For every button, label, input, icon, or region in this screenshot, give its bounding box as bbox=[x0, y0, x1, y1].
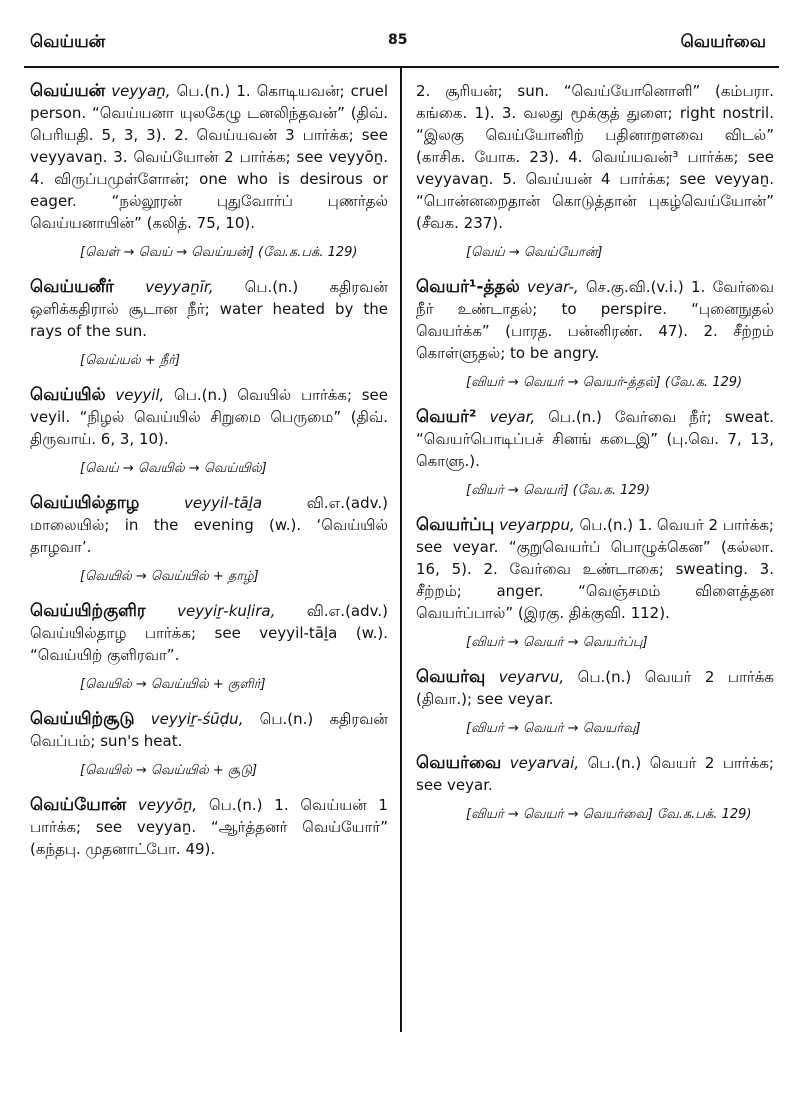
dictionary-entry bbox=[416, 514, 774, 624]
headword: வெயர்வை bbox=[416, 753, 502, 773]
headword: வெயர்ப்பு bbox=[416, 515, 495, 535]
dictionary-entry bbox=[30, 492, 388, 558]
headword: வெய்யிற்குளிர bbox=[30, 601, 146, 621]
definition: கதிரவன் வெப்பம்; sun's heat. bbox=[30, 710, 388, 750]
dictionary-entry bbox=[416, 276, 774, 364]
grammar-tag: பெ.(n.) bbox=[579, 516, 634, 534]
etymology: [வியர் → வெயர் → வெயர்வை] வே.க.பக். 129) bbox=[466, 807, 752, 822]
column-divider bbox=[400, 66, 402, 1032]
grammar-tag: வி.எ.(adv.) bbox=[306, 602, 388, 620]
left-column bbox=[30, 80, 388, 860]
grammar-tag: வி.எ.(adv.) bbox=[306, 494, 388, 512]
dictionary-entry bbox=[30, 276, 388, 342]
dictionary-entry bbox=[416, 406, 774, 472]
transliteration: veyar, bbox=[489, 408, 536, 426]
etymology: [வெய் → வெய்யோன்] bbox=[466, 245, 603, 260]
dictionary-entry bbox=[30, 600, 388, 666]
etymology: [வெயில் → வெய்யில் + சூடு] bbox=[80, 763, 258, 778]
dictionary-entry bbox=[30, 384, 388, 450]
guide-word-left: வெய்யன் bbox=[30, 32, 106, 52]
transliteration: veyar-, bbox=[527, 278, 579, 296]
headword: வெயர்வு bbox=[416, 667, 486, 687]
dictionary-entry bbox=[30, 708, 388, 752]
headword: வெயர்² bbox=[416, 407, 477, 427]
guide-word-right: வெயர்வை bbox=[680, 32, 766, 52]
transliteration: veyyiṟ-kuḷira, bbox=[177, 602, 276, 620]
page-header bbox=[0, 14, 800, 54]
headword: வெய்யன் bbox=[30, 81, 106, 101]
grammar-tag: பெ.(n.) bbox=[577, 668, 632, 686]
page-number: 85 bbox=[388, 32, 408, 48]
dictionary-entry bbox=[30, 80, 388, 234]
dictionary-entry bbox=[416, 666, 774, 710]
definition: மாலையில்; in the evening (w.). ‘வெய்யில் தாழவா’. bbox=[30, 516, 388, 556]
etymology: [வியர் → வெயர்] (வே.க. 129) bbox=[466, 483, 650, 498]
etymology: [வெய் → வெயில் → வெய்யில்] bbox=[80, 461, 267, 476]
dictionary-entry bbox=[30, 794, 388, 860]
etymology: [வெய்யல் + நீர்] bbox=[80, 353, 181, 368]
etymology: [வியர் → வெயர் → வெயர்-த்தல்] (வே.க. 129) bbox=[466, 375, 743, 390]
dictionary-entry bbox=[416, 752, 774, 796]
etymology: [வியர் → வெயர் → வெயர்ப்பு] bbox=[466, 635, 648, 650]
etymology: [வியர் → வெயர் → வெயர்வு] bbox=[466, 721, 641, 736]
definition: கதிரவன் ஒளிக்கதிரால் சூடான நீர்; water heated by the rays of the sun. bbox=[30, 278, 388, 340]
right-column bbox=[416, 80, 774, 838]
transliteration: veyarvai, bbox=[509, 754, 580, 772]
definition: வெயர் 2 பார்க்க; see veyar. bbox=[416, 754, 774, 794]
headword: வெய்யில்தாழ bbox=[30, 493, 140, 513]
headword: வெய்யிற்சூடு bbox=[30, 709, 135, 729]
transliteration: veyyaṉīr, bbox=[145, 278, 214, 296]
headword: வெயர்¹-த்தல் bbox=[416, 277, 520, 297]
transliteration: veyyōṉ, bbox=[137, 796, 198, 814]
definition: 2. சூரியன்; sun. “வெய்யோனொளி” (கம்பரா. கங்கை. 1). 3. வலது மூக்குத் துளை; right nostril. “இலகு வெய்யோனிற் பதினாறளவை விடல்” (காசிக. யோக. 23). 4. வெய்யவன்³ பார்க்க; see veyyavaṉ. 5. வெய்யன் 4 பார்க்க; see veyyaṉ. “பொன்னறைதான் கொடுத்தான் புகழ்வெய்யோன்” (சீவக. 237). bbox=[416, 82, 774, 232]
definition: 1. கொடியவன்; cruel person. “வெய்யனா யுலகேழு டனலிந்தவன்” (திவ். பெரியதி. 5, 3, 3). 2. வெய்யவன் 3 பார்க்க; see veyyavaṉ. 3. வெய்யோன் 2 பார்க்க; see veyyōṉ. 4. விருப்பமுள்ளோன்; one who is desirous or eager. “நல்லூரன் புதுவோர்ப் புணர்தல் வெய்யனாயின்” (கலித். 75, 10). bbox=[30, 82, 388, 232]
etymology: [வெயில் → வெய்யில் + குளிர்] bbox=[80, 677, 266, 692]
grammar-tag: பெ.(n.) bbox=[208, 796, 263, 814]
headword: வெய்யில் bbox=[30, 385, 106, 405]
grammar-tag: செ.கு.வி.(v.i.) bbox=[585, 278, 684, 296]
definition: வெய்யில்தாழ பார்க்க; see veyyil-tāḻa (w.). “வெய்யிற் குளிரவா”. bbox=[30, 624, 388, 664]
dictionary-entry bbox=[416, 80, 774, 234]
definition: 1. வேர்வை நீர் உண்டாதல்; to perspire. “புனைநுதல் வெயர்க்க” (பாரத. பன்னிரண். 47). 2. சீற்றம் கொள்ளுதல்; to be angry. bbox=[416, 278, 774, 362]
definition: வெயில் பார்க்க; see veyil. “நிழல் வெய்யில் சிறுமை பெருமை” (திவ். திருவாய். 6, 3, 10). bbox=[30, 386, 388, 448]
transliteration: veyyil, bbox=[115, 386, 165, 404]
grammar-tag: பெ.(n.) bbox=[548, 408, 602, 426]
grammar-tag: பெ.(n.) bbox=[587, 754, 642, 772]
transliteration: veyarvu, bbox=[498, 668, 565, 686]
grammar-tag: பெ.(n.) bbox=[259, 710, 314, 728]
grammar-tag: பெ.(n.) bbox=[244, 278, 299, 296]
definition: வெயர் 2 பார்க்க (திவா.); see veyar. bbox=[416, 668, 774, 708]
etymology: [வெயில் → வெய்யில் + தாழ்] bbox=[80, 569, 259, 584]
grammar-tag: பெ.(n.) bbox=[176, 82, 231, 100]
transliteration: veyyaṉ, bbox=[111, 82, 171, 100]
transliteration: veyyiṟ-śūḍu, bbox=[150, 710, 244, 728]
definition: 1. வெய்யன் 1 பார்க்க; see veyyaṉ. “ஆர்த்தனர் வெய்யோர்” (கந்தபு. முதனாட்போ. 49). bbox=[30, 796, 388, 858]
transliteration: veyyil-tāḻa bbox=[184, 494, 263, 512]
transliteration: veyarppu, bbox=[499, 516, 575, 534]
grammar-tag: பெ.(n.) bbox=[174, 386, 228, 404]
definition: வேர்வை நீர்; sweat. “வெயர்பொடிப்பச் சினங் கடைஇ” (பு.வெ. 7, 13, கொளு.). bbox=[416, 408, 774, 470]
headword: வெய்யோன் bbox=[30, 795, 127, 815]
headword: வெய்யனீர் bbox=[30, 277, 115, 297]
definition: 1. வெயர் 2 பார்க்க; see veyar. “குறுவெயர்ப் பொழுக்கென” (கல்லா. 16, 5). 2. வேர்வை உண்டாகை; sweating. 3. சீற்றம்; anger. “வெஞ்சமம் விளைத்தன வெயர்ப்பால்” (இரகு. திக்குவி. 112). bbox=[416, 516, 774, 622]
etymology: [வெள் → வெய் → வெய்யன்] (வே.க.பக். 129) bbox=[80, 245, 358, 260]
